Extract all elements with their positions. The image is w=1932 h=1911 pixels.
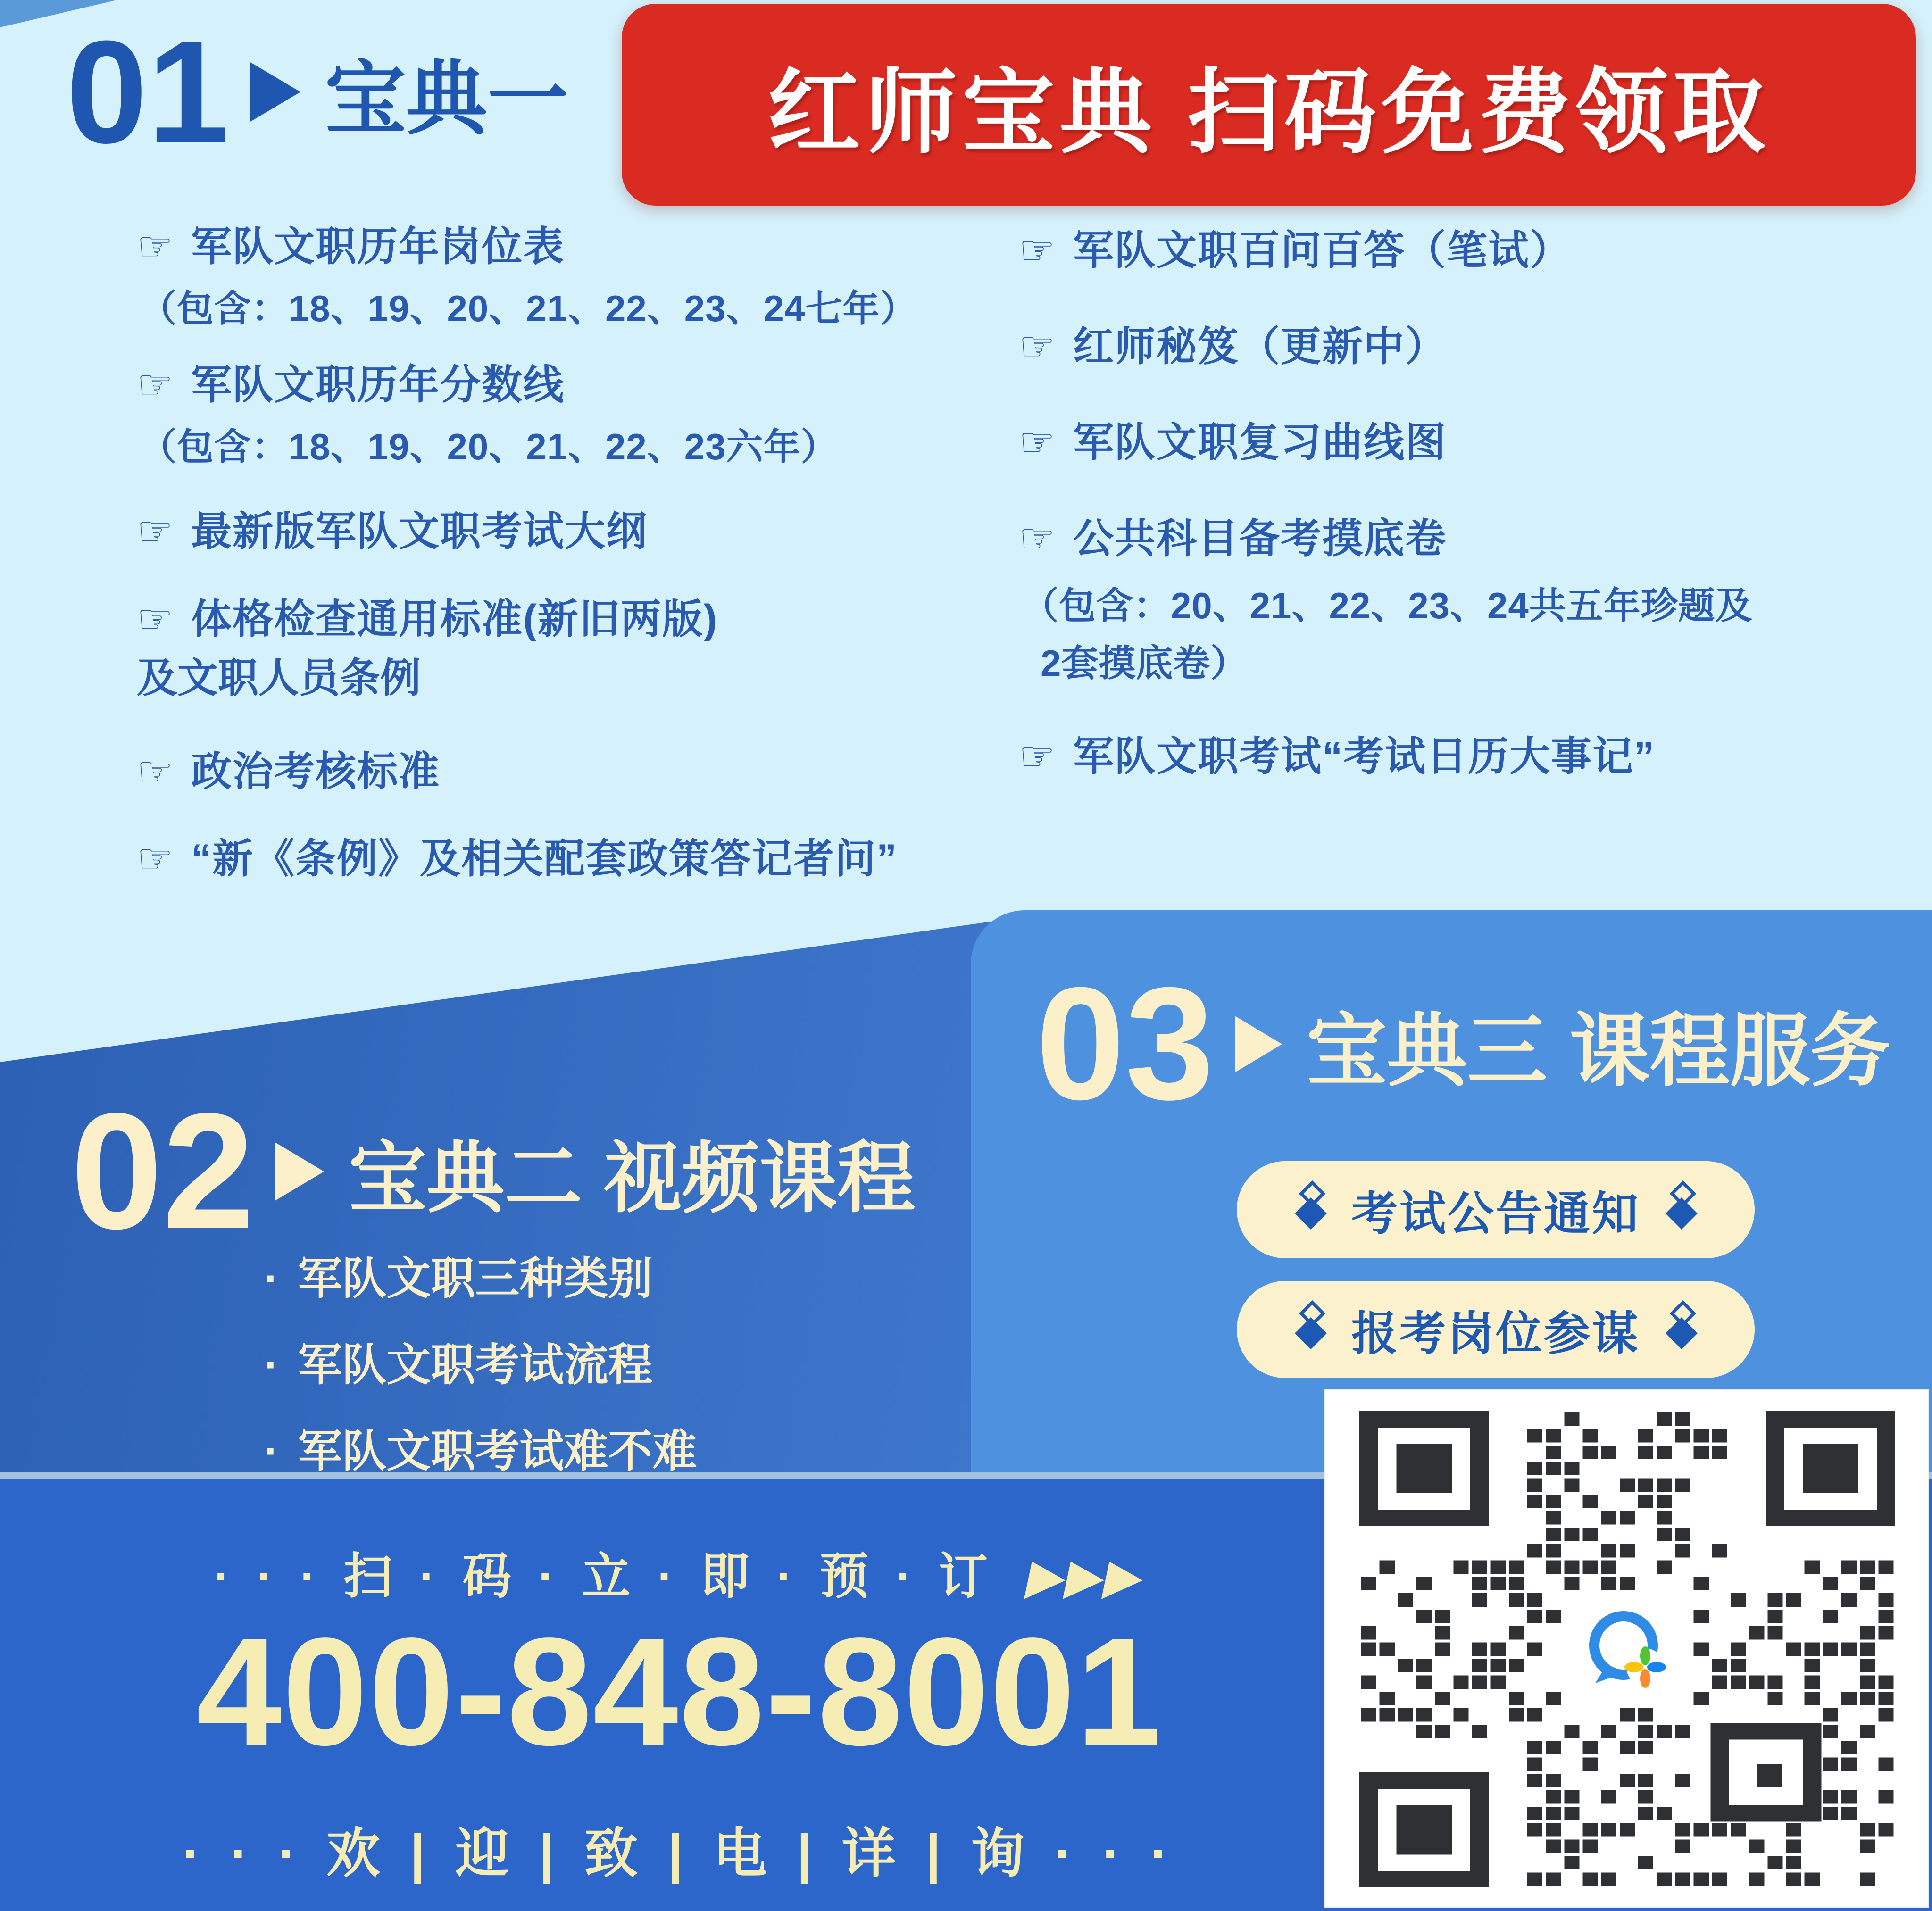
section1-number: 01 [66,10,229,174]
welcome-call-line: · · · 欢 | 迎 | 致 | 电 | 详 | 询 · · · [182,1824,1176,1884]
list-item [137,222,1005,273]
list-item [264,1338,697,1392]
list-item [264,1425,697,1478]
list-item [1019,225,1929,276]
red-banner [622,4,1916,206]
list-item-subtext: （包含：18、19、20、21、22、23六年） [140,425,838,467]
section3-title: 宝典三 课程服务 [1307,1006,1890,1096]
resource-list-left [137,222,1005,885]
list-item [137,594,1005,645]
job-advisor-button-label: 报考岗位参谋 [1351,1307,1640,1359]
list-item-text: 体格检查通用标准(新旧两版) [191,596,718,642]
list-item-text: 军队文职考试难不难 [298,1426,697,1476]
section1-title: 宝典一 [325,53,568,144]
section2-title: 宝典二 视频课程 [349,1134,916,1221]
pointing-hand-icon: ☞ [1019,734,1056,779]
list-item-text: 红师秘笈（更新中） [1073,324,1447,369]
diamond-ornament-icon [1666,1305,1696,1354]
section3-header [1036,954,1890,1133]
banner-text: 红师宝典 扫码免费领取 [767,61,1770,164]
resource-list-right [1019,225,1929,782]
list-item-subtext: （包含：20、21、22、23、24共五年珍题及 [1022,585,1753,626]
list-item [1019,417,1929,468]
list-item-text: 政治考核标准 [191,748,441,794]
list-item-text: 公共科目备考摸底卷 [1073,515,1447,561]
list-item [1019,514,1929,565]
pointing-hand-icon: ☞ [137,224,174,269]
pointing-hand-icon: ☞ [1019,515,1056,561]
list-item [1019,322,1929,373]
play-triangle-icon [1235,1016,1282,1072]
list-item [137,834,1005,885]
bullet-icon: · [264,1339,279,1389]
diamond-ornament-icon [1666,1185,1696,1234]
video-course-list [264,1252,697,1478]
pointing-hand-icon: ☞ [137,509,174,554]
list-item-subtext: （包含：18、19、20、21、22、23、24七年） [140,287,917,329]
play-triangle-icon [275,1142,324,1201]
bullet-icon: · [264,1254,279,1303]
section1-header [66,10,568,174]
qr-code-card [1324,1389,1929,1908]
wecom-logo-icon [1571,1593,1680,1702]
list-item [137,360,1005,411]
list-item [264,1252,697,1305]
pointing-hand-icon: ☞ [137,596,174,642]
section2-header [71,1079,916,1263]
list-item-continuation: 及文职人员条例 [137,656,421,701]
job-advisor-button[interactable] [1237,1281,1755,1378]
scan-to-order-text: · · · 扫 · 码 · 立 · 即 · 预 · 订 [214,1549,994,1604]
list-item-subtext: 2套摸底卷） [1041,642,1248,684]
play-triangle-icon [250,62,300,122]
exam-notice-button-label: 考试公告通知 [1351,1187,1640,1239]
list-item [137,747,1005,798]
list-item-text: “新《条例》及相关配套政策答记者问” [191,836,898,881]
list-item-text: 军队文职三种类别 [298,1254,653,1303]
pointing-hand-icon: ☞ [137,362,174,407]
scan-to-order-line [0,1537,1358,1607]
list-item-text: 最新版军队文职考试大纲 [191,509,648,554]
section3-number: 03 [1036,954,1215,1133]
list-item-text: 军队文职历年分数线 [191,362,565,407]
list-item-text: 军队文职考试流程 [298,1339,653,1389]
pointing-hand-icon: ☞ [1019,228,1056,273]
list-item-text: 军队文职百问百答（笔试） [1073,228,1572,273]
diamond-ornament-icon [1296,1185,1325,1234]
pointing-hand-icon: ☞ [137,748,174,794]
list-item-text: 军队文职复习曲线图 [1073,420,1447,465]
arrows-icon: ▶▶▶ [1023,1549,1150,1604]
pointing-hand-icon: ☞ [1019,420,1056,465]
diamond-ornament-icon [1296,1305,1325,1354]
bullet-icon: · [264,1426,279,1476]
list-item [137,507,1005,557]
list-item-text: 军队文职历年岗位表 [191,224,565,269]
list-item [1019,731,1929,782]
section2-number: 02 [71,1079,255,1263]
pointing-hand-icon: ☞ [1019,324,1056,369]
exam-notice-button[interactable] [1237,1161,1755,1258]
phone-number: 400-848-8001 [196,1606,1162,1777]
list-item-text: 军队文职考试“考试日历大事记” [1073,734,1656,779]
pointing-hand-icon: ☞ [137,836,174,881]
